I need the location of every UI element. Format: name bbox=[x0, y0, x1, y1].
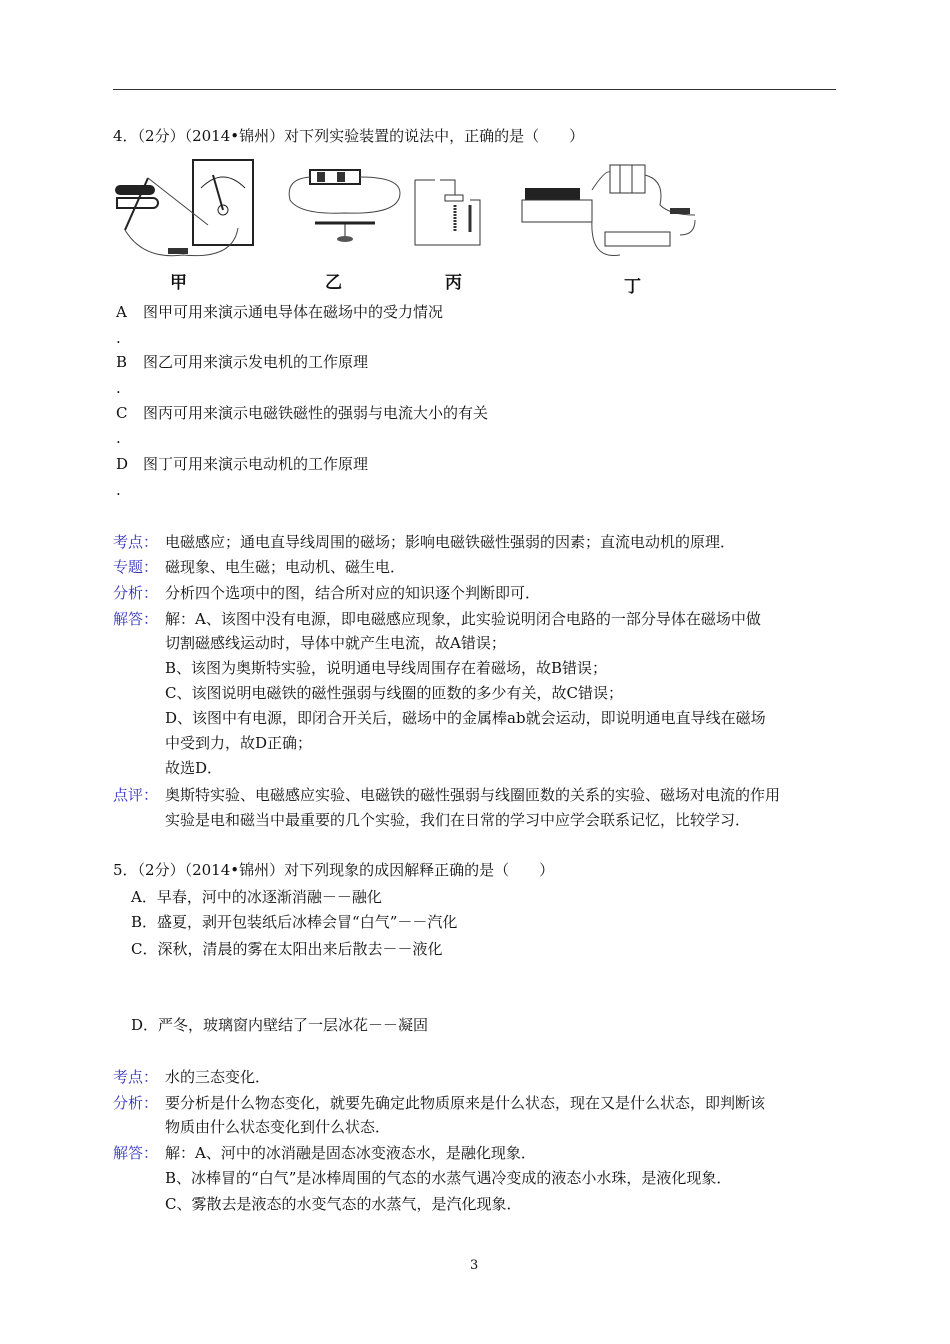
figure-caption-ding: 丁 bbox=[624, 277, 641, 297]
figure-yi-oersted bbox=[285, 165, 405, 250]
q4-kaodian-label: 考点： bbox=[113, 533, 159, 551]
q4-option-b-dot: . bbox=[116, 379, 121, 397]
q4-option-d-dot: . bbox=[116, 481, 121, 499]
q4-dianping-label: 点评： bbox=[113, 786, 159, 804]
q4-dianping-line: 奥斯特实验、电磁感应实验、电磁铁的磁性强弱与线圈匝数的关系的实验、磁场对电流的作用 bbox=[165, 786, 781, 804]
q4-jieda-line: 中受到力，故D正确； bbox=[165, 734, 313, 752]
q5-option-d: D．严冬，玻璃窗内壁结了一层冰花－－凝固 bbox=[131, 1016, 429, 1034]
q4-option-a-text: 图甲可用来演示通电导体在磁场中的受力情况 bbox=[143, 303, 444, 321]
q4-fenxi-label: 分析： bbox=[113, 584, 159, 602]
q5-fenxi-label: 分析： bbox=[113, 1094, 159, 1112]
q5-jieda-label: 解答： bbox=[113, 1144, 159, 1162]
q4-jieda-line: D、该图中有电源，即闭合开关后，磁场中的金属棒ab就会运动，即说明通电直导线在磁场 bbox=[165, 709, 766, 727]
q5-fenxi-line: 物质由什么状态变化到什么状态． bbox=[165, 1118, 391, 1136]
q4-option-b-text: 图乙可用来演示发电机的工作原理 bbox=[143, 353, 369, 371]
q4-jieda-line: 切割磁感线运动时，导体中就产生电流，故A错误； bbox=[165, 634, 506, 652]
q4-jieda-line: 解：A、该图中没有电源，即电磁感应现象，此实验说明闭合电路的一部分导体在磁场中做 bbox=[165, 610, 761, 628]
figure-jia-galvanometer bbox=[113, 150, 303, 265]
q5-title: 5．（2分）（2014•锦州）对下列现象的成因解释正确的是（ ） bbox=[113, 861, 555, 879]
q5-jieda-line: B、冰棒冒的“白气”是冰棒周围的气态的水蒸气遇冷变成的液态小水珠，是液化现象． bbox=[165, 1169, 732, 1187]
q4-option-c-letter: C bbox=[116, 404, 128, 422]
q4-option-c-text: 图丙可用来演示电磁铁磁性的强弱与电流大小的有关 bbox=[143, 404, 489, 422]
figure-ding-motor bbox=[520, 160, 700, 270]
q5-fenxi-line: 要分析是什么物态变化，就要先确定此物质原来是什么状态，现在又是什么状态，即判断该 bbox=[165, 1094, 766, 1112]
q4-option-d-text: 图丁可用来演示电动机的工作原理 bbox=[143, 455, 369, 473]
q4-zhuanti-label: 专题： bbox=[113, 558, 159, 576]
q4-option-b-letter: B bbox=[116, 353, 128, 371]
q4-jieda-line: C、该图说明电磁铁的磁性强弱与线圈的匝数的多少有关，故C错误； bbox=[165, 684, 623, 702]
figure-bing-electromagnets bbox=[410, 170, 490, 250]
q4-dianping-line: 实验是电和磁当中最重要的几个实验，我们在日常的学习中应学会联系记忆，比较学习． bbox=[165, 811, 751, 829]
q4-jieda-line: B、该图为奥斯特实验，说明通电导线周围存在着磁场，故B错误； bbox=[165, 659, 608, 677]
q5-jieda-line: 解：A、河中的冰消融是固态冰变液态水，是融化现象． bbox=[165, 1144, 536, 1162]
q4-option-d-letter: D bbox=[116, 455, 129, 473]
q5-jieda-line: C、雾散去是液态的水变气态的水蒸气，是汽化现象． bbox=[165, 1195, 522, 1213]
q5-option-b: B．盛夏，剥开包装纸后冰棒会冒“白气”－－汽化 bbox=[131, 913, 458, 931]
header-rule bbox=[113, 89, 836, 90]
q4-title: 4．（2分）（2014•锦州）对下列实验装置的说法中，正确的是（ ） bbox=[113, 127, 585, 145]
q4-jieda-line: 故选D． bbox=[165, 759, 223, 777]
q4-option-c-dot: . bbox=[116, 429, 121, 447]
q4-option-a-letter: A bbox=[116, 303, 127, 321]
page-number: 3 bbox=[470, 1258, 479, 1273]
q4-kaodian: 电磁感应；通电直导线周围的磁场；影响电磁铁磁性强弱的因素；直流电动机的原理． bbox=[165, 533, 736, 551]
q5-kaodian: 水的三态变化． bbox=[165, 1068, 271, 1086]
q5-kaodian-label: 考点： bbox=[113, 1068, 159, 1086]
figure-caption-bing: 丙 bbox=[445, 273, 462, 293]
figure-caption-yi: 乙 bbox=[325, 273, 342, 293]
q4-fenxi: 分析四个选项中的图，结合所对应的知识逐个判断即可． bbox=[165, 584, 541, 602]
q4-option-a-dot: . bbox=[116, 329, 121, 347]
q4-zhuanti: 磁现象、电生磁；电动机、磁生电． bbox=[165, 558, 406, 576]
q4-jieda-label: 解答： bbox=[113, 610, 159, 628]
q5-option-c: C．深秋，清晨的雾在太阳出来后散去－－液化 bbox=[131, 940, 443, 958]
figure-caption-jia: 甲 bbox=[170, 273, 187, 293]
q5-option-a: A．早春，河中的冰逐渐消融－－融化 bbox=[131, 888, 382, 906]
